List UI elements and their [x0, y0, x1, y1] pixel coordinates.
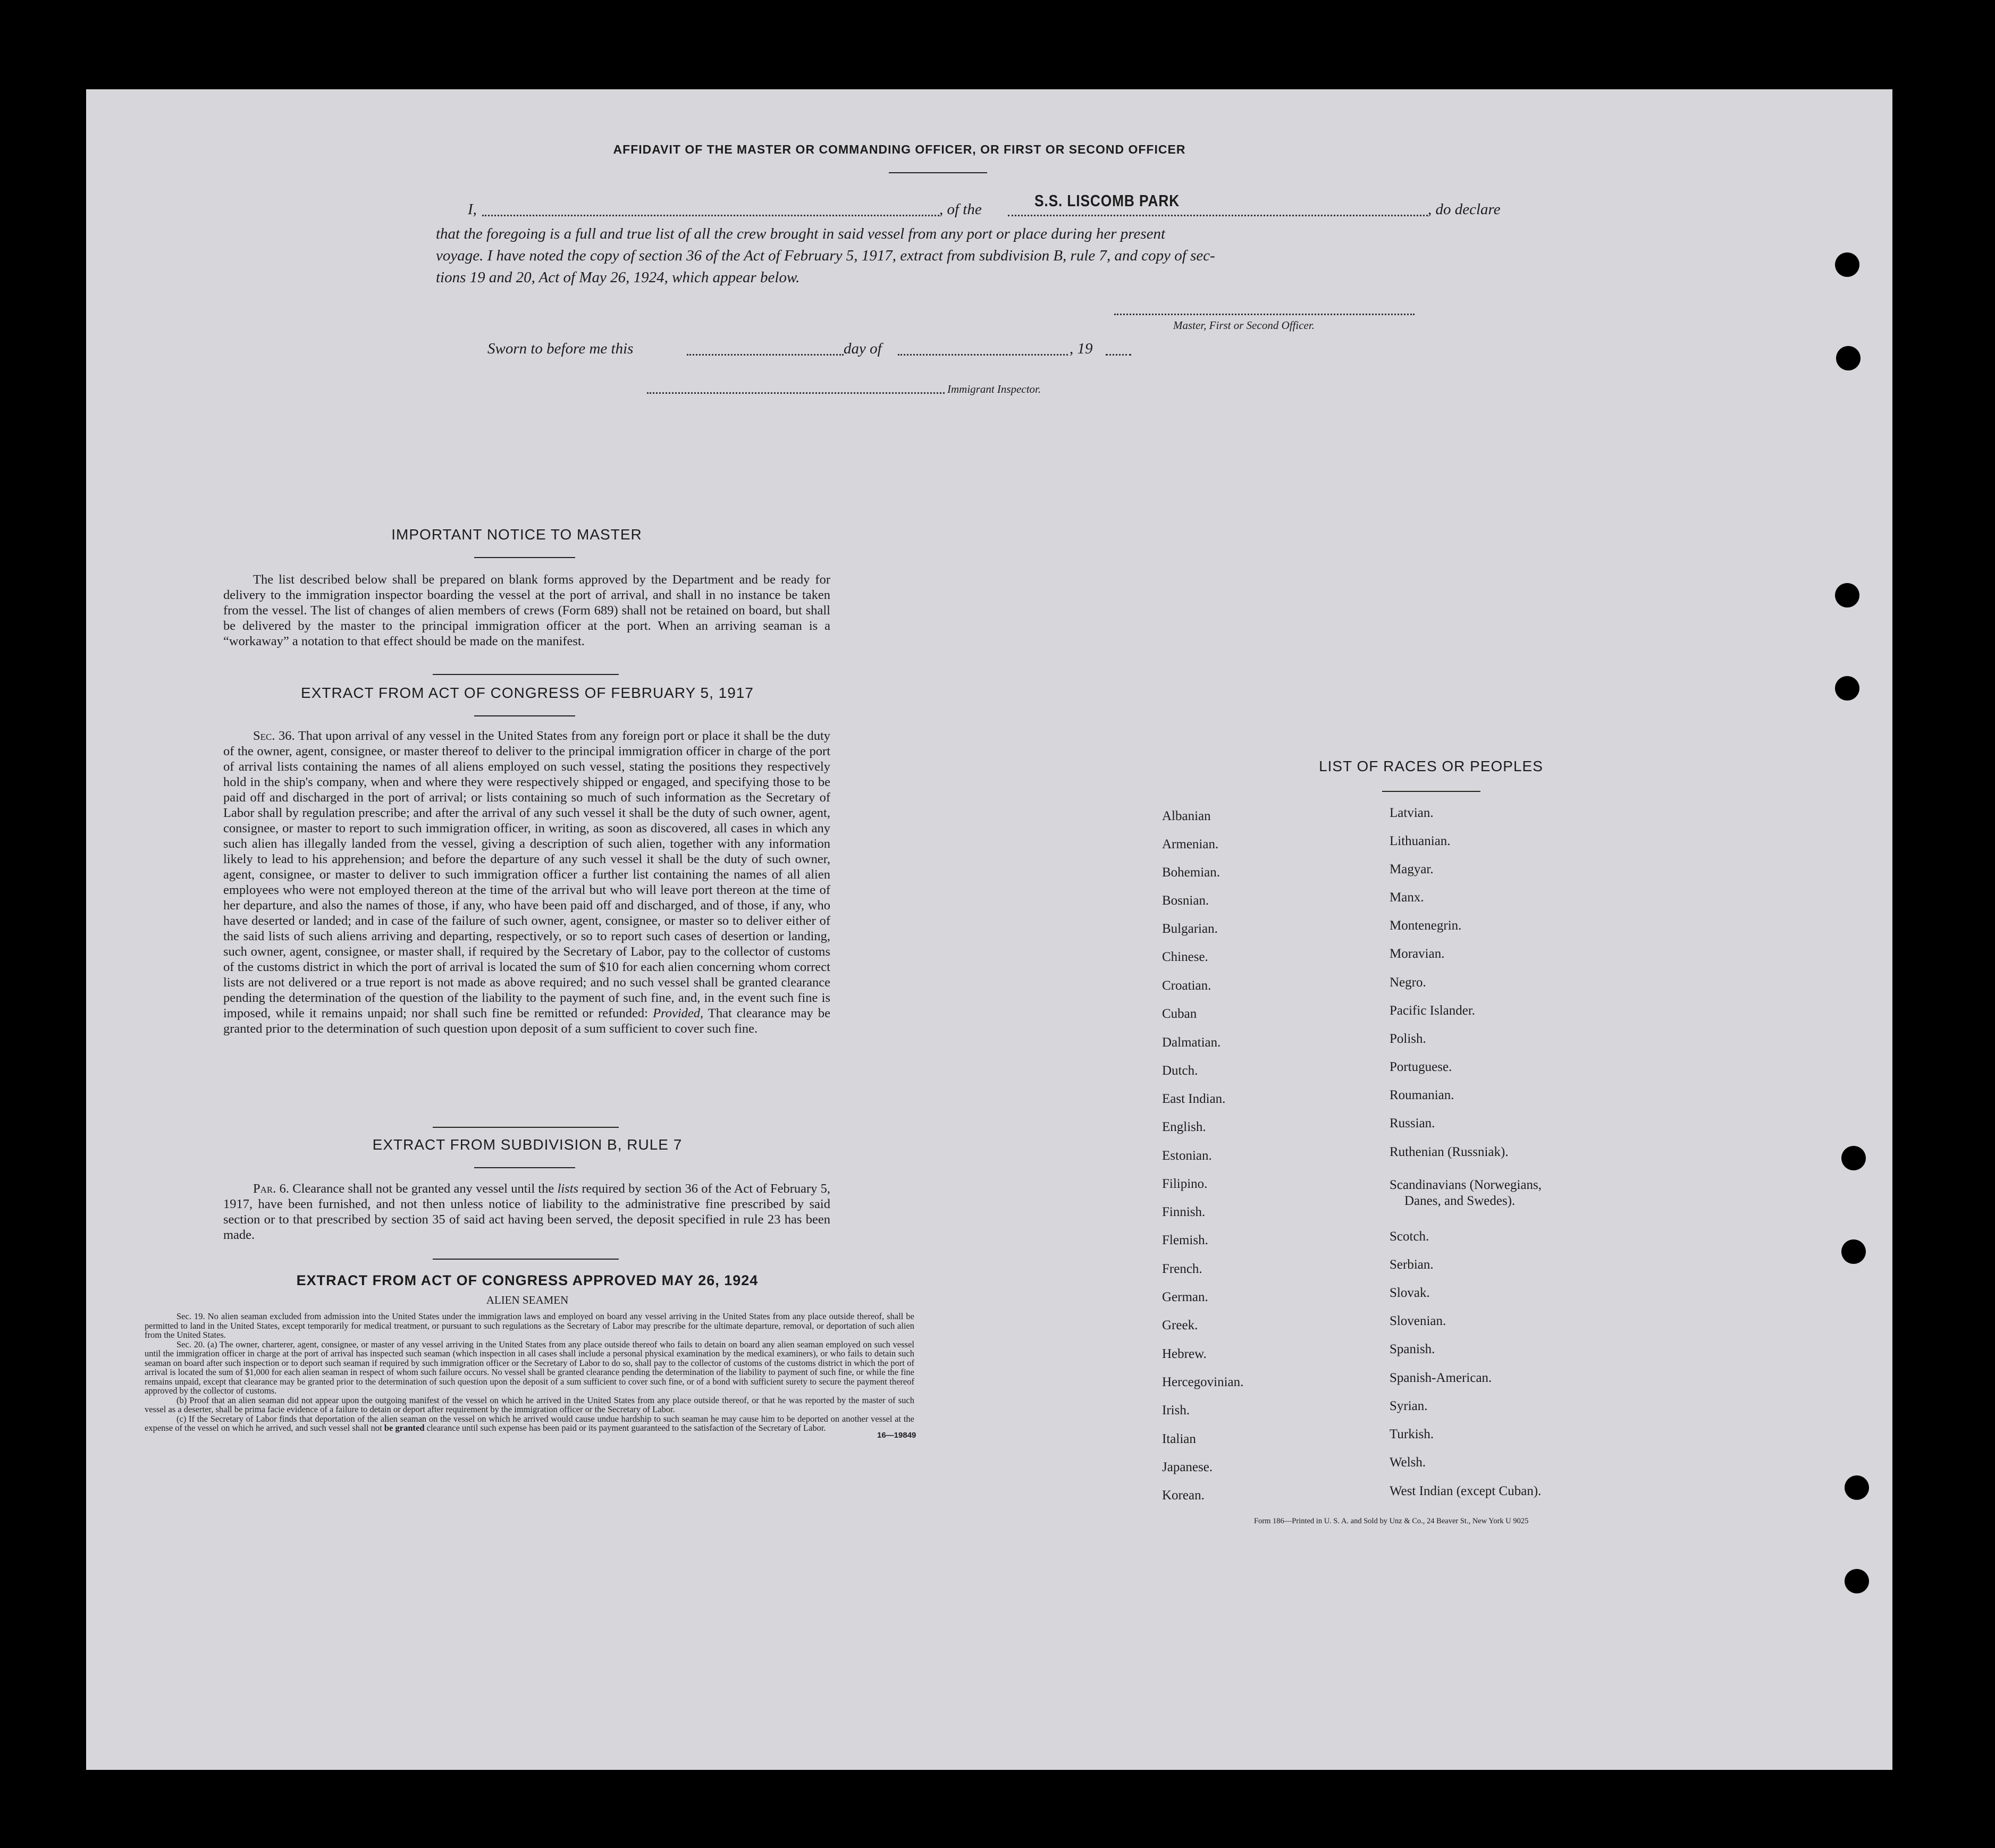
master-label: Master, First or Second Officer. — [1173, 319, 1315, 332]
vessel-name: S.S. LISCOMB PARK — [1034, 191, 1180, 210]
race-item: Filipino. — [1162, 1177, 1208, 1191]
binder-hole — [1845, 1569, 1869, 1593]
race-item: Moravian. — [1390, 947, 1445, 961]
race-item: Italian — [1162, 1432, 1196, 1446]
race-item: Polish. — [1390, 1032, 1426, 1046]
race-item: Syrian. — [1390, 1399, 1428, 1413]
name-blank — [482, 215, 939, 216]
binder-hole — [1835, 252, 1859, 277]
rule7-heading: EXTRACT FROM SUBDIVISION B, RULE 7 — [372, 1136, 683, 1153]
binder-hole — [1835, 676, 1859, 701]
race-item: Spanish. — [1390, 1342, 1435, 1356]
race-item: Portuguese. — [1390, 1060, 1452, 1074]
affidavit-heading: AFFIDAVIT OF THE MASTER OR COMMANDING OFFICER, OR FIRST OR SECOND OFFICER — [613, 142, 1186, 156]
race-item: Japanese. — [1162, 1460, 1213, 1474]
affidavit-line-4: tions 19 and 20, Act of May 26, 1924, which appear below. — [436, 269, 800, 286]
race-item: Serbian. — [1390, 1258, 1434, 1272]
vessel-blank — [1008, 215, 1428, 216]
race-item: Danes, and Swedes). — [1404, 1194, 1516, 1208]
races-heading-rule — [1382, 791, 1480, 792]
sec20c-body-b: clearance until such expense has been paid or its payment guaranteed to the satisfaction of the Secretary of Labor. — [426, 1423, 826, 1433]
race-item: Manx. — [1390, 890, 1424, 905]
rule7-end-rule — [433, 1259, 619, 1260]
race-item: Korean. — [1162, 1488, 1205, 1503]
race-item: French. — [1162, 1262, 1202, 1276]
race-item: Armenian. — [1162, 837, 1219, 851]
act1924-heading: EXTRACT FROM ACT OF CONGRESS APPROVED MAY 26, 1924 — [296, 1272, 759, 1288]
sec36-end: That clearance may be granted prior to the determination of such question upon deposit of a sum sufficient to cover such fine. — [223, 1006, 830, 1036]
race-item: Bosnian. — [1162, 893, 1209, 908]
notice-end-rule — [433, 674, 619, 675]
race-item: Pacific Islander. — [1390, 1003, 1476, 1018]
act1924-subheading: ALIEN SEAMEN — [486, 1294, 569, 1306]
race-item: Roumanian. — [1390, 1088, 1454, 1102]
race-item: Russian. — [1390, 1116, 1435, 1130]
lists-word: lists — [557, 1182, 579, 1196]
sec20c-body-a: (c) If the Secretary of Labor finds that deportation of the alien seaman on the vessel on which he arrived would cause undue hardship to such seaman he may cause him to be deported on another vessel at the expense of the vessel on which he arrived, and such vessel shall not — [145, 1413, 914, 1433]
par6-body-b: required by section 36 of the Act of February 5, 1917, have been furnished, and not then unless notice of liability to the administrative fine prescribed by said section or to that prescribed by section 35 of said act having been served, the deposit specified in rule 23 has been made. — [223, 1182, 831, 1242]
race-item: Welsh. — [1390, 1455, 1426, 1470]
par6-body-a: Clearance shall not be granted any vessel until the — [292, 1182, 554, 1196]
race-item: Bulgarian. — [1162, 922, 1218, 936]
affidavit-i: I, — [468, 201, 477, 218]
sec36-text — [223, 728, 830, 1036]
race-item: Turkish. — [1390, 1427, 1434, 1441]
notice-heading: IMPORTANT NOTICE TO MASTER — [391, 526, 642, 543]
race-item: Irish. — [1162, 1403, 1190, 1417]
extract-1917-rule — [474, 715, 575, 716]
race-item: East Indian. — [1162, 1092, 1226, 1106]
par6-label: Par. 6. — [253, 1182, 289, 1196]
race-item: Negro. — [1390, 975, 1426, 990]
notice-heading-rule — [474, 557, 575, 558]
sec20c-text — [145, 1414, 914, 1433]
race-item: German. — [1162, 1290, 1208, 1304]
race-item: Latvian. — [1390, 806, 1434, 820]
race-item: West Indian (except Cuban). — [1390, 1484, 1542, 1498]
provided-word: Provided, — [653, 1006, 704, 1020]
binder-hole — [1845, 1475, 1869, 1500]
race-item: Albanian — [1162, 809, 1211, 823]
sec20b-text: (b) Proof that an alien seaman did not appear upon the outgoing manifest of the vessel on which he arrived in the United States from any place outside thereof, or that he was reported by the master of such vessel as a deserter, shall be prima facie evidence of a failure to detain or deport after requirement by the immigration officer or the Secretary of Labor. — [145, 1395, 914, 1414]
inspector-label: Immigrant Inspector. — [947, 383, 1041, 395]
sworn-month-blank — [898, 354, 1068, 356]
race-item: Croatian. — [1162, 978, 1211, 993]
race-item: Greek. — [1162, 1318, 1198, 1332]
race-item: Bohemian. — [1162, 865, 1220, 880]
sworn-text: Sworn to before me this — [487, 340, 634, 357]
notice-text-body: The list described below shall be prepared on blank forms approved by the Department and be ready for delivery to the immigration inspector boarding the vessel at the port of arrival, and shall in no instance be taken from the vessel. The list of changes of alien members of crews (Form 689) shall not be retained on board, but shall be delivered by the master to the principal immigration officer at the port. When an arriving seaman is a “workaway” a notation to that effect should be made on the manifest. — [223, 572, 830, 648]
sworn-day-blank — [687, 354, 844, 356]
printer-footer: Form 186—Printed in U. S. A. and Sold by Unz & Co., 24 Beaver St., New York U 9025 — [1254, 1517, 1529, 1525]
sworn-year-blank — [1106, 354, 1131, 356]
race-item: Slovenian. — [1390, 1314, 1446, 1328]
master-signature-line — [1114, 314, 1415, 315]
race-item: Magyar. — [1390, 862, 1434, 876]
inspector-signature-line — [647, 392, 945, 394]
sec36-label: Sec. 36. — [253, 729, 295, 743]
sec20c-bold: be granted — [384, 1423, 425, 1433]
sec19-text: Sec. 19. No alien seaman excluded from admission into the United States under the immigration laws and employed on board any vessel arriving in the United States from any place outside thereof, shall be permitted to land in the United States, except temporarily for medical treatment, or pursuant to such regulations as the Secretary of Labor may prescribe for the ultimate departure, removal, or deportation of such alien from the United States. — [145, 1311, 914, 1340]
affidavit-do-declare: , do declare — [1428, 201, 1501, 218]
binder-hole — [1836, 346, 1861, 370]
race-item: Dutch. — [1162, 1064, 1198, 1078]
race-item: English. — [1162, 1120, 1206, 1134]
race-item: Hebrew. — [1162, 1347, 1207, 1361]
affidavit-line-3: voyage. I have noted the copy of section 36 of the Act of February 5, 1917, extract from subdivision B, rule 7, and copy of sec- — [436, 247, 1215, 264]
race-item: Estonian. — [1162, 1149, 1212, 1163]
binder-hole — [1841, 1146, 1866, 1170]
affidavit-heading-rule — [889, 172, 987, 173]
race-item: Montenegrin. — [1390, 918, 1462, 933]
races-heading: LIST OF RACES OR PEOPLES — [1319, 758, 1543, 774]
race-item: Chinese. — [1162, 950, 1208, 964]
form-page — [86, 89, 1892, 1770]
race-item: Scandinavians (Norwegians, — [1390, 1178, 1542, 1192]
race-item: Hercegovinian. — [1162, 1375, 1244, 1389]
race-item: Cuban — [1162, 1007, 1197, 1021]
par6-text — [223, 1181, 830, 1243]
race-item: Flemish. — [1162, 1233, 1208, 1247]
sec36-body: That upon arrival of any vessel in the United States from any foreign port or place it shall be the duty of the owner, agent, consignee, or master thereof to deliver to the principal immigration officer in charge of the port of arrival lists containing the names of all aliens employed on such vessel, stating the positions they respectively hold in the ship's company, when and where they were respectively shipped or engaged, and specifying those to be paid off and discharged in the port of arrival; or lists containing so much of such information as the Secretary of Labor shall by regulation prescribe; and after the arrival of any such vessel it shall be the duty of such owner, agent, consignee, or master to report to such immigration officer, in writing, as soon as discovered, all cases in which any such alien has illegally landed from the vessel, giving a description of such alien, together with any information likely to lead to his apprehension; and before the departure of any such vessel it shall be the duty of such owner, agent, consignee, or master to deliver to such immigration officer a further list containing the names of all alien employees who were not employed thereon at the time of the arrival but who will leave port thereon at the time of her departure, and also the names of those, if any, who have been paid off and discharged, and of those, if any, who have deserted or landed; and in case of the failure of such owner, agent, consignee, or master so to deliver either of the said lists of such aliens arriving and departing, respectively, or so to report such cases of desertion or landing, such owner, agent, consignee, or master shall, if required by the Secretary of Labor, pay to the collector of customs of the customs district in which the port of arrival is located the sum of $10 for each alien concerning whom correct lists are not delivered or a true report is not made as above required; and no such vessel shall be granted clearance pending the determination of the question of the liability to the payment of such fine, and, in the event such fine is imposed, while it remains unpaid; nor shall such fine be remitted or refunded: — [223, 729, 830, 1020]
race-item: Dalmatian. — [1162, 1035, 1221, 1050]
sec20a-text: Sec. 20. (a) The owner, charterer, agent, consignee, or master of any vessel arriving in the United States from any place outside thereof who fails to detain on board any alien seaman employed on such vessel until the immigration officer in charge at the port of arrival has inspected such seaman (which inspection in all cases shall include a personal physical examination by the medical examiners), or who fails to detain such seaman on board after such inspection or to deport such seaman if required by such immigration officer or the Secretary of Labor to do so, shall pay to the collector of customs of the customs district in which the port of arrival is located the sum of $1,000 for each alien seaman in respect of whom such failure occurs. No vessel shall be granted clearance pending the determination of the liability to payment of such fine, or while the fine remains unpaid, except that clearance may be granted prior to the determination of such question upon the deposit of a sum sufficient to cover such fine, or of a bond with sufficient surety to secure the payment thereof approved by the collector of customs. — [145, 1339, 914, 1396]
notice-text — [223, 572, 830, 649]
binder-hole — [1835, 583, 1859, 607]
sworn-day-of: day of — [844, 340, 882, 357]
race-item: Ruthenian (Russniak). — [1390, 1145, 1509, 1159]
race-item: Spanish-American. — [1390, 1371, 1492, 1385]
form-number: 16—19849 — [877, 1431, 916, 1440]
sworn-year: , 19 — [1070, 340, 1093, 357]
race-item: Scotch. — [1390, 1229, 1429, 1244]
affidavit-line-2: that the foregoing is a full and true list of all the crew brought in said vessel from any port or place during her present — [436, 225, 1166, 242]
affidavit-of-the: , of the — [939, 201, 982, 218]
act1924-text — [145, 1312, 914, 1433]
race-item: Lithuanian. — [1390, 834, 1451, 848]
binder-hole — [1841, 1239, 1866, 1264]
extract-1917-heading: EXTRACT FROM ACT OF CONGRESS OF FEBRUARY 5, 1917 — [301, 685, 754, 701]
race-item: Finnish. — [1162, 1205, 1206, 1219]
extract-1917-end-rule — [433, 1127, 619, 1128]
race-item: Slovak. — [1390, 1286, 1430, 1300]
rule7-rule — [474, 1167, 575, 1168]
